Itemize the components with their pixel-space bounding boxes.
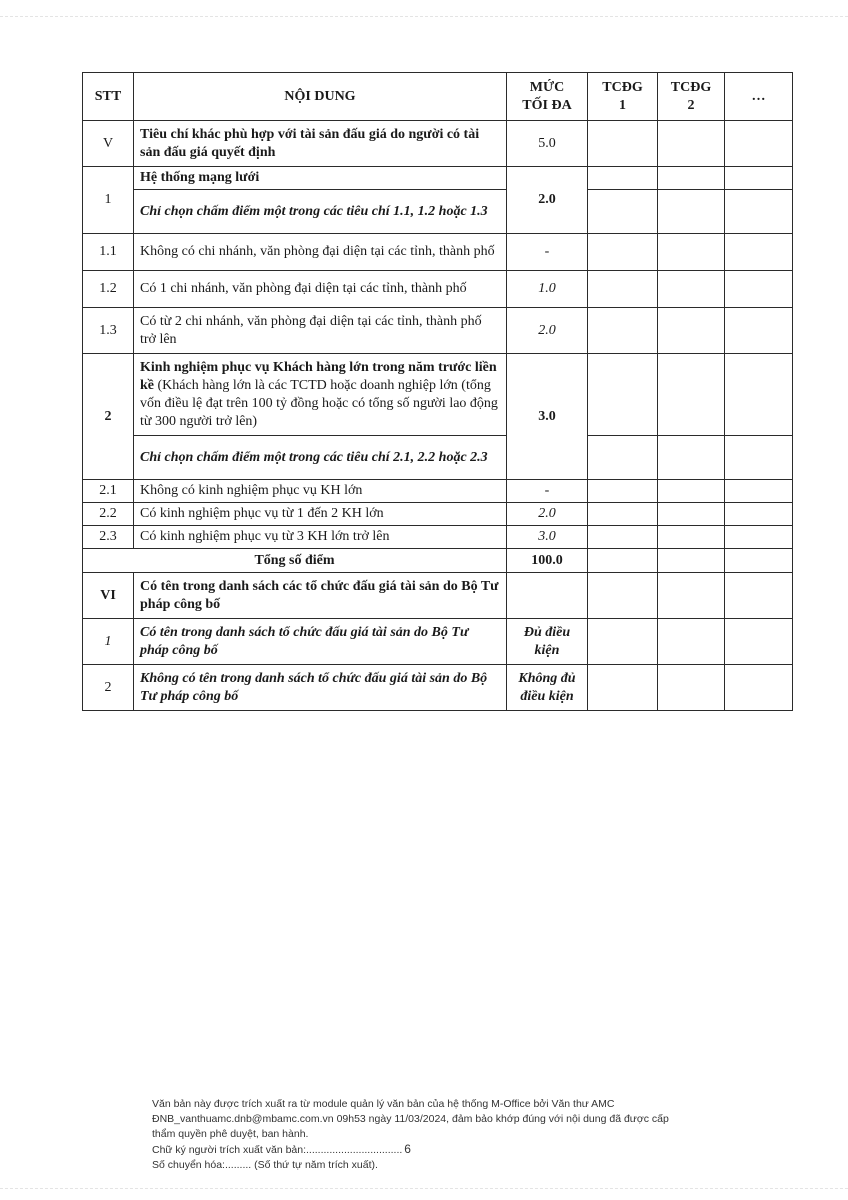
header-tcdg-1: TCĐG 1 [588,73,658,121]
row-tcdg2 [658,354,725,436]
row-stt: 1 [83,167,134,234]
row-more [725,436,793,480]
row-more [725,619,793,665]
row-content: Không có kinh nghiệm phục vụ KH lớn [134,480,507,503]
row-content [134,354,507,436]
row-tcdg2 [658,573,725,619]
row-stt: VI [83,573,134,619]
row-content: Có tên trong danh sách các tổ chức đấu giá tài sản do Bộ Tư pháp công bố [134,573,507,619]
row-tcdg2 [658,234,725,271]
row-tcdg2 [658,526,725,549]
table-row [83,619,793,665]
extraction-footer [152,1097,752,1173]
row-content: Có tên trong danh sách tổ chức đấu giá tài sản do Bộ Tư pháp công bố [134,619,507,665]
row-tcdg2 [658,121,725,167]
page-number: 6 [404,1142,411,1156]
row-tcdg1 [588,480,658,503]
row-max: 5.0 [507,121,588,167]
row-content-note: Chỉ chọn chấm điểm một trong các tiêu chí 2.1, 2.2 hoặc 2.3 [134,436,507,480]
footer-line: Văn bản này được trích xuất ra từ module quản lý văn bản của hệ thống M-Office bởi Văn thư AMC [152,1098,615,1110]
row-stt: 2.1 [83,480,134,503]
footer-line: thẩm quyền phê duyệt, ban hành. [152,1128,309,1140]
row-content: Có từ 2 chi nhánh, văn phòng đại diện tại các tỉnh, thành phố trở lên [134,308,507,354]
row-more [725,308,793,354]
row-tcdg1 [588,665,658,711]
row-more [725,167,793,190]
row-tcdg2 [658,665,725,711]
row-max: 1.0 [507,271,588,308]
row-stt: 1.3 [83,308,134,354]
scan-bottom-edge [0,1188,848,1189]
row-stt: 2.2 [83,503,134,526]
row-tcdg1 [588,573,658,619]
row-max: Đủ điều kiện [507,619,588,665]
table-row [83,480,793,503]
header-more: … [725,73,793,121]
scoring-table [82,72,793,711]
row-tcdg1 [588,436,658,480]
total-value: 100.0 [507,549,588,573]
row-stt: 1.1 [83,234,134,271]
row-content-rest: (Khách hàng lớn là các TCTD hoặc doanh nghiệp lớn (tổng vốn điều lệ đạt trên 100 tỷ đồng hoặc có tổng số người lao động từ 300 người trở lên) [140,377,498,429]
row-more [725,503,793,526]
row-content-note: Chỉ chọn chấm điểm một trong các tiêu chí 1.1, 1.2 hoặc 1.3 [134,190,507,234]
table-row [83,271,793,308]
table-row [83,167,793,190]
table-header-row [83,73,793,121]
row-tcdg1 [588,271,658,308]
row-stt: 1.2 [83,271,134,308]
header-stt: STT [83,73,134,121]
total-label: Tổng số điểm [83,549,507,573]
row-tcdg1 [588,619,658,665]
row-stt: 2 [83,665,134,711]
row-tcdg1 [588,526,658,549]
row-stt: V [83,121,134,167]
row-max: 3.0 [507,354,588,480]
row-max: Không đủ điều kiện [507,665,588,711]
row-content: Không có tên trong danh sách tổ chức đấu giá tài sản do Bộ Tư pháp công bố [134,665,507,711]
header-muc-toi-da: MỨC TỐI ĐA [507,73,588,121]
row-stt: 1 [83,619,134,665]
row-tcdg1 [588,308,658,354]
table-row [83,121,793,167]
row-max: 2.0 [507,503,588,526]
row-max: - [507,234,588,271]
row-stt: 2 [83,354,134,480]
row-tcdg1 [588,190,658,234]
table-row-sub [83,436,793,480]
table-row [83,526,793,549]
row-tcdg1 [588,503,658,526]
row-tcdg2 [658,480,725,503]
row-more [725,480,793,503]
row-more [725,121,793,167]
row-tcdg1 [588,121,658,167]
row-max [507,573,588,619]
header-noi-dung: NỘI DUNG [134,73,507,121]
table-row [83,234,793,271]
row-tcdg2 [658,619,725,665]
row-tcdg2 [658,271,725,308]
row-max: - [507,480,588,503]
row-tcdg1 [588,549,658,573]
row-tcdg1 [588,354,658,436]
row-content: Có 1 chi nhánh, văn phòng đại diện tại các tỉnh, thành phố [134,271,507,308]
table-row [83,308,793,354]
row-tcdg2 [658,549,725,573]
scan-top-edge [0,16,848,17]
table-row [83,354,793,436]
row-more [725,354,793,436]
row-more [725,573,793,619]
row-max: 2.0 [507,167,588,234]
row-content: Có kinh nghiệm phục vụ từ 1 đến 2 KH lớn [134,503,507,526]
row-tcdg1 [588,167,658,190]
row-stt: 2.3 [83,526,134,549]
row-max: 3.0 [507,526,588,549]
row-more [725,271,793,308]
header-tcdg-2: TCĐG 2 [658,73,725,121]
row-more [725,234,793,271]
row-content-bold: Kinh nghiệm phục vụ Khách hàng lớn trong năm trước liền kề [140,359,497,393]
row-tcdg2 [658,436,725,480]
row-tcdg2 [658,190,725,234]
table-row [83,665,793,711]
row-tcdg2 [658,503,725,526]
table-row [83,573,793,619]
row-tcdg1 [588,234,658,271]
footer-line: Số chuyển hóa:......... (Số thứ tự năm trích xuất). [152,1159,378,1171]
table-row-sub [83,190,793,234]
row-more [725,526,793,549]
footer-line: ĐNB_vanthuamc.dnb@mbamc.com.vn 09h53 ngày 11/03/2024, đảm bảo khớp đúng với nội dung đã được cấp [152,1113,669,1125]
row-content: Hệ thống mạng lưới [134,167,507,190]
row-more [725,665,793,711]
row-content: Không có chi nhánh, văn phòng đại diện tại các tỉnh, thành phố [134,234,507,271]
total-row [83,549,793,573]
row-max: 2.0 [507,308,588,354]
row-more [725,549,793,573]
row-content: Tiêu chí khác phù hợp với tài sản đấu giá do người có tài sản đấu giá quyết định [134,121,507,167]
row-tcdg2 [658,167,725,190]
table-row [83,503,793,526]
footer-signature-line: Chữ ký người trích xuất văn bản:................................. 6 [152,1142,411,1156]
row-tcdg2 [658,308,725,354]
row-more [725,190,793,234]
row-content: Có kinh nghiệm phục vụ từ 3 KH lớn trở lên [134,526,507,549]
